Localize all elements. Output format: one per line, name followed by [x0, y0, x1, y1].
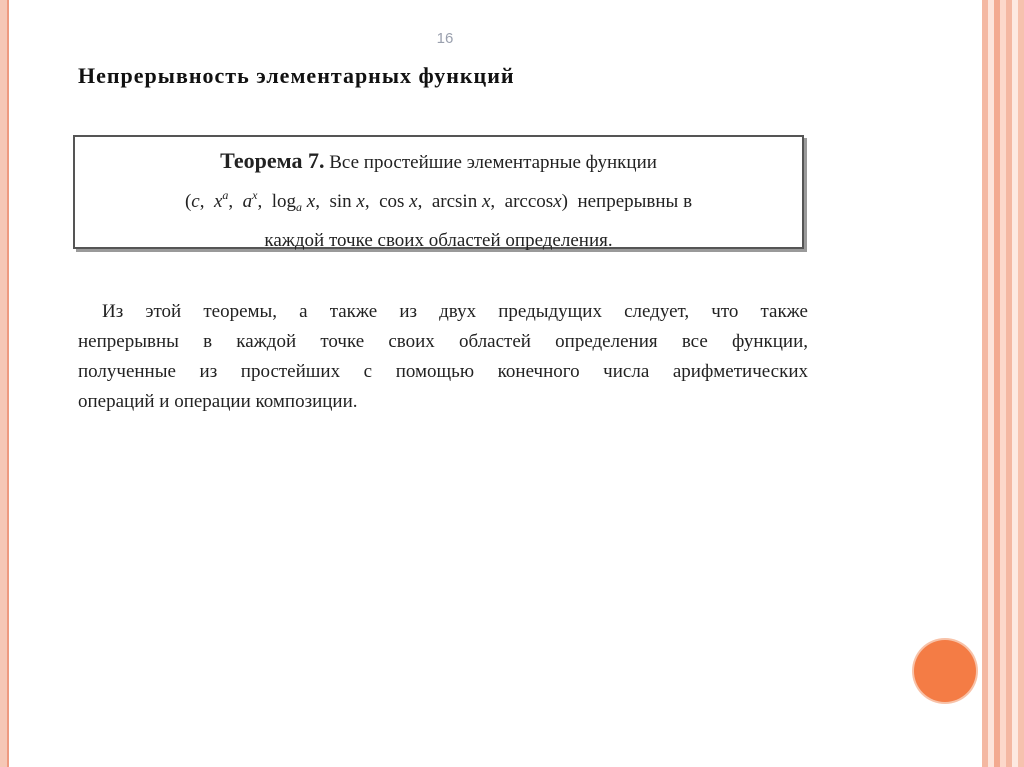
- fn-x: x: [213, 191, 223, 212]
- orange-circle-decoration: [914, 640, 976, 702]
- fn-cos-arg: x: [409, 191, 418, 212]
- fn-x-exponent: a: [222, 188, 229, 202]
- right-stripes-decoration: [976, 0, 1024, 767]
- fn-arccos: arccos: [504, 191, 554, 212]
- fn-log-base: a: [296, 200, 303, 214]
- slide-title: Непрерывность элементарных функций: [78, 63, 515, 88]
- fn-c: c: [191, 191, 200, 212]
- fn-sin-arg: x: [356, 191, 365, 212]
- theorem-heading: Теорема 7.: [220, 148, 325, 173]
- left-border-decoration: [0, 0, 9, 767]
- fn-arcsin: arcsin: [431, 191, 478, 212]
- paragraph-line-2: непрерывны в каждой точке своих областей определения все функции,: [78, 331, 808, 352]
- theorem-line-2-tail: непрерывны в: [577, 191, 693, 212]
- fn-log: log: [271, 191, 297, 212]
- fn-arccos-arg: x: [553, 191, 562, 212]
- theorem-box: [73, 135, 804, 249]
- theorem-intro: Все простейшие элементарные функции: [324, 152, 657, 173]
- theorem-line-3: каждой точке своих областей определения.: [264, 230, 613, 251]
- body-paragraph: [78, 297, 808, 417]
- fn-a-exponent: x: [252, 188, 258, 202]
- fn-sin: sin: [329, 191, 352, 212]
- fn-log-arg: x: [306, 191, 316, 212]
- theorem-line-1: [75, 144, 802, 179]
- theorem-line-2: (c, $x^a$, $a^x$, $\log_a x$, sin x, cos x, arcsin x, arccosx) непрерывны в: [184, 188, 693, 214]
- fn-a: a: [242, 191, 253, 212]
- page-number: 16: [436, 30, 454, 47]
- paragraph-line-1: Из этой теоремы, а также из двух предыдущих следует, что также: [102, 301, 808, 322]
- fn-cos: cos: [379, 191, 405, 212]
- paragraph-line-3: полученные из простейших с помощью конечного числа арифметических: [78, 361, 808, 382]
- paragraph-line-4: операций и операции композиции.: [78, 391, 358, 412]
- fn-arcsin-arg: x: [481, 191, 491, 212]
